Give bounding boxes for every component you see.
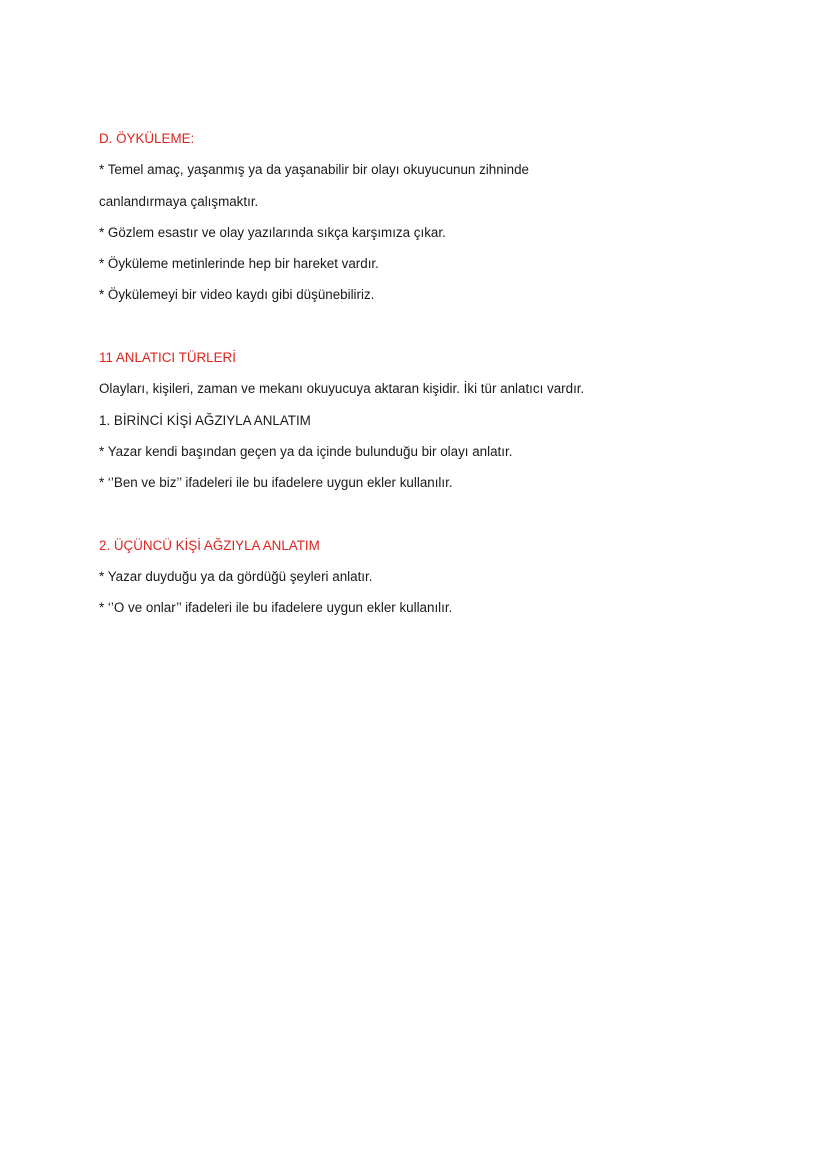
section-heading-ucuncu-kisi: 2. ÜÇÜNCÜ KİŞİ AĞZIYLA ANLATIM — [99, 537, 320, 553]
paragraph-line: * Temel amaç, yaşanmış ya da yaşanabilir bir olayı okuyucunun zihninde — [99, 162, 529, 178]
section-heading-anlatici-turleri: 11 ANLATICI TÜRLERİ — [99, 350, 236, 366]
paragraph-line: canlandırmaya çalışmaktır. — [99, 193, 259, 209]
subheading-birinci-kisi: 1. BİRİNCİ KİŞİ AĞZIYLA ANLATIM — [99, 412, 311, 428]
bullet-line: * Gözlem esastır ve olay yazılarında sıkça karşımıza çıkar. — [99, 224, 446, 240]
bullet-line: * ‘’O ve onlar’’ ifadeleri ile bu ifadelere uygun ekler kullanılır. — [99, 600, 453, 616]
bullet-line: * Yazar duyduğu ya da gördüğü şeyleri anlatır. — [99, 569, 373, 585]
intro-paragraph: Olayları, kişileri, zaman ve mekanı okuyucuya aktaran kişidir. İki tür anlatıcı vardır. — [99, 381, 585, 397]
document-body — [99, 129, 739, 630]
bullet-line: * Yazar kendi başından geçen ya da içinde bulunduğu bir olayı anlatır. — [99, 443, 513, 459]
bullet-line: * ‘’Ben ve biz’’ ifadeleri ile bu ifadelere uygun ekler kullanılır. — [99, 475, 453, 491]
section-heading-oykuleme: D. ÖYKÜLEME: — [99, 131, 195, 146]
bullet-line: * Öykülemeyi bir video kaydı gibi düşünebiliriz. — [99, 287, 375, 303]
bullet-line: * Öyküleme metinlerinde hep bir hareket vardır. — [99, 256, 379, 272]
section-spacer — [99, 317, 739, 348]
section-spacer — [99, 505, 739, 536]
